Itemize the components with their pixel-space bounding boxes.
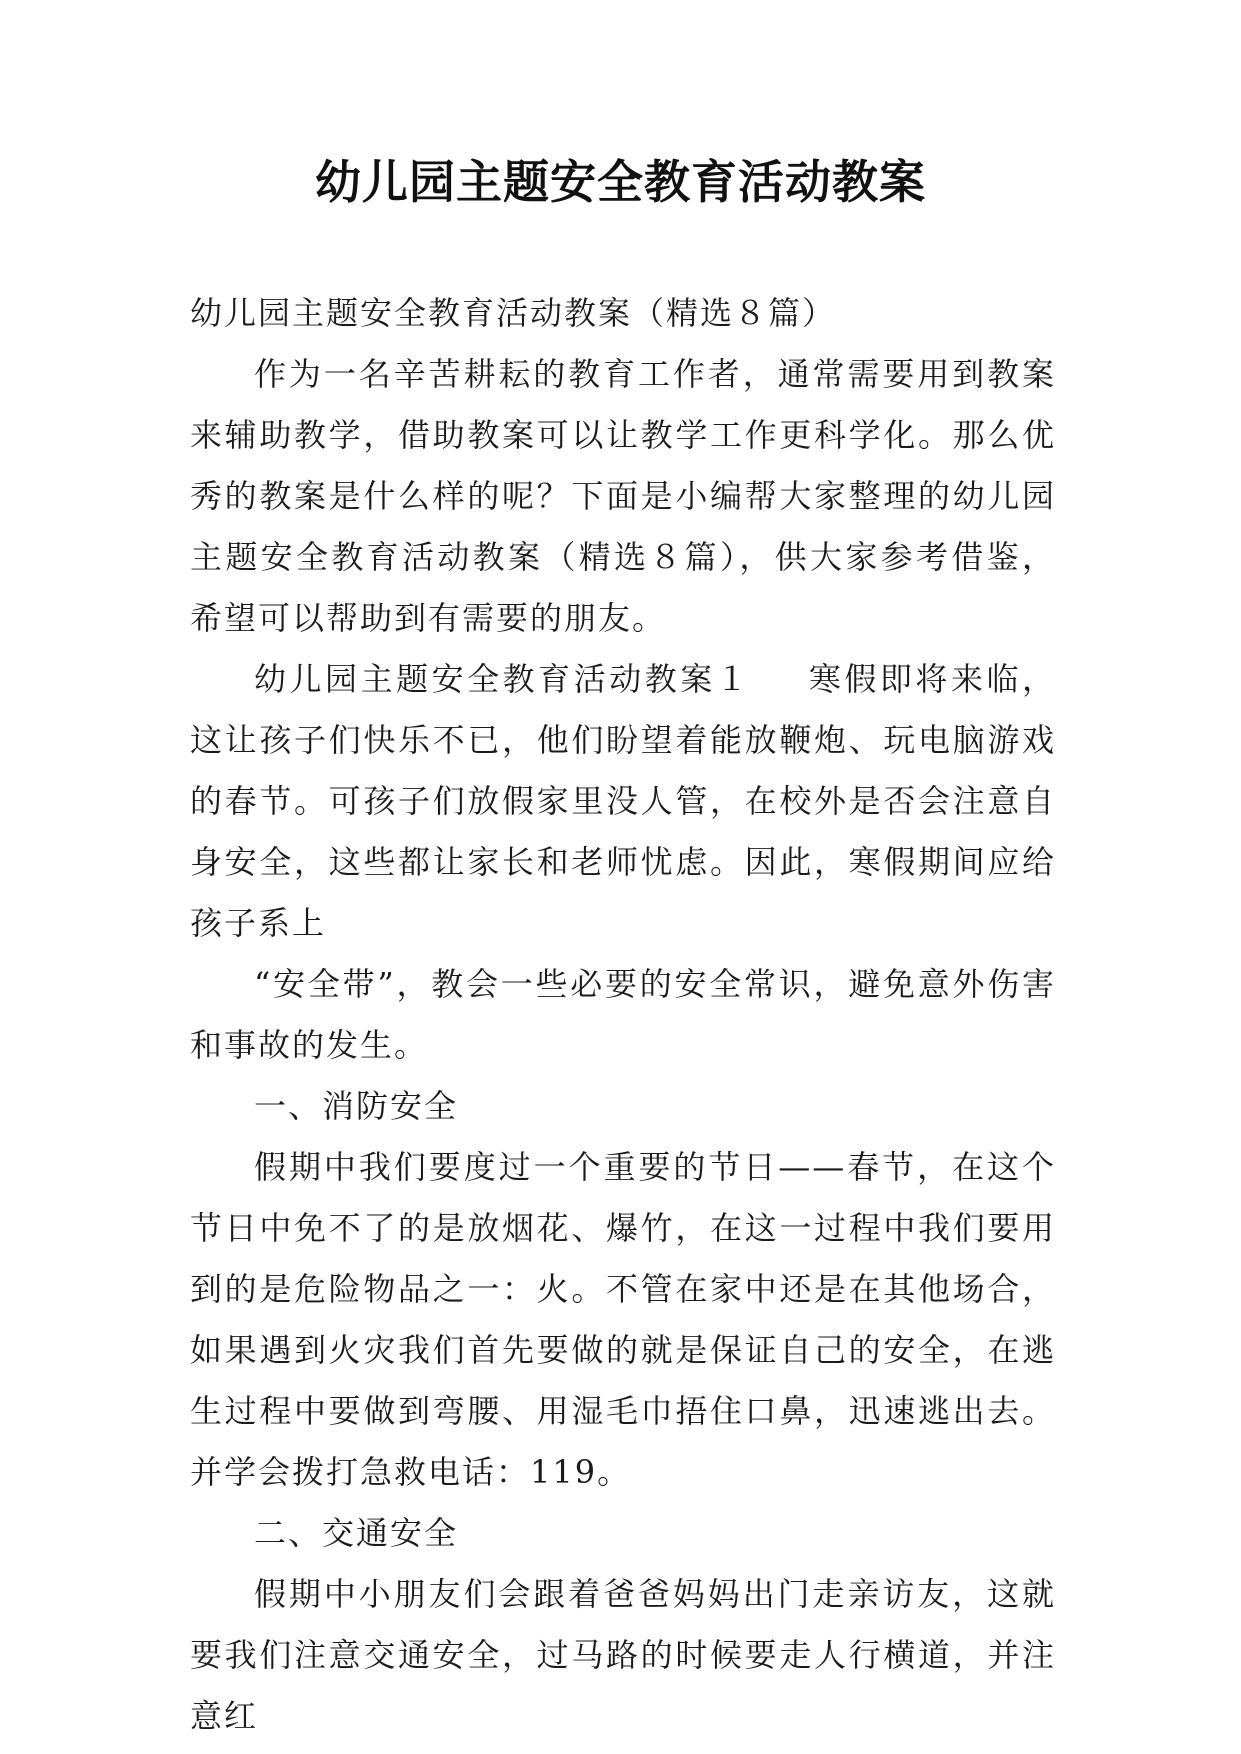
section2-paragraph: 假期中小朋友们会跟着爸爸妈妈出门走亲访友，这就要我们注意交通安全，过马路的时候要走人行横道，并注意红 [190, 1575, 1056, 1735]
lesson1-continuation: “安全带”，教会一些必要的安全常识，避免意外伤害和事故的发生。 [190, 965, 1056, 1064]
document-title: 幼儿园主题安全教育活动教案 [315, 155, 926, 209]
lesson1-paragraph [190, 649, 1056, 954]
lesson1-label: 幼儿园主题安全教育活动教案１ [254, 660, 752, 698]
section2-heading: 二、交通安全 [254, 1514, 459, 1552]
intro-paragraph: 作为一名辛苦耕耘的教育工作者，通常需要用到教案来辅助教学，借助教案可以让教学工作更科学化。那么优秀的教案是什么样的呢？下面是小编帮大家整理的幼儿园主题安全教育活动教案（精选８篇），供大家参考借鉴，希望可以帮助到有需要的朋友。 [190, 355, 1056, 637]
document-body [190, 283, 1056, 1747]
section1-heading: 一、消防安全 [254, 1087, 459, 1125]
section1-paragraph: 假期中我们要度过一个重要的节日——春节，在这个节日中免不了的是放烟花、爆竹，在这一过程中我们要用到的是危险物品之一：火。不管在家中还是在其他场合，如果遇到火灾我们首先要做的就是保证自己的安全，在逃生过程中要做到弯腰、用湿毛巾捂住口鼻，迅速逃出去。并学会拨打急救电话：119。 [190, 1148, 1056, 1491]
lesson1-text: 寒假即将来临，这让孩子们快乐不已，他们盼望着能放鞭炮、玩电脑游戏的春节。可孩子们放假家里没人管，在校外是否会注意自身安全，这些都让家长和老师忧虑。因此，寒假期间应给孩子系上 [190, 660, 1056, 942]
document-subtitle: 幼儿园主题安全教育活动教案（精选８篇） [190, 294, 837, 332]
